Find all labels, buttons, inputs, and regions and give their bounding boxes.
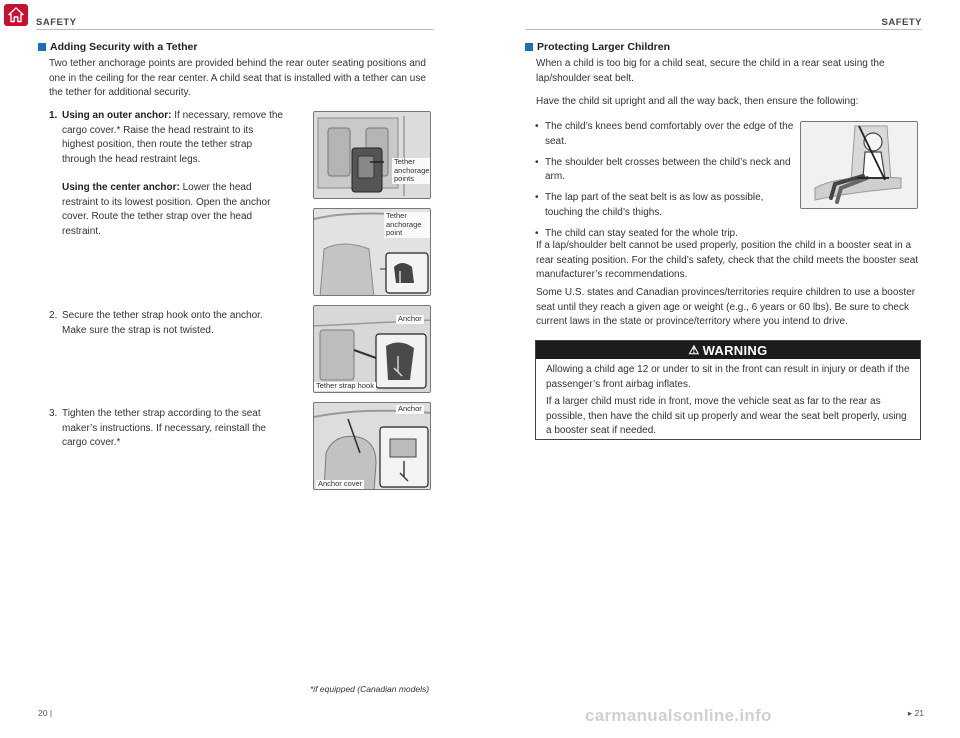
fig4-anchor-label: Anchor <box>398 404 422 413</box>
list-item: • The child’s knees bend comfortably over the edge of the seat. <box>535 120 795 149</box>
step1-center-anchor: Using the center anchor: Lower the head restraint to its lowest position. Open the anchor cover. Route the tether strap over the head restraint. <box>62 182 271 237</box>
fig1-label: Tether anchorage points <box>392 158 431 184</box>
tether-section-title: Adding Security with a Tether <box>38 41 197 53</box>
left-header-rule <box>36 29 434 30</box>
warning-triangle-icon: ⚠ <box>688 343 700 357</box>
center-anchor-figure <box>313 208 431 296</box>
larger-children-intro: When a child is too big for a child seat, secure the child in a rear seat using the lap/shoulder seat belt. <box>536 58 885 84</box>
footnote: *if equipped (Canadian models) <box>310 684 430 694</box>
larger-children-section-title: Protecting Larger Children <box>525 41 670 53</box>
home-icon <box>8 7 24 23</box>
list-item: • The shoulder belt crosses between the child’s neck and arm. <box>535 156 795 185</box>
left-page-number: 20 | <box>38 708 53 718</box>
tether-hook-figure <box>313 305 431 393</box>
tether-intro: Two tether anchorage points are provided behind the rear outer seating positions and one in the ceiling for the rear center. A child seat that is installed with a tether can use the tether for additional security. <box>49 58 426 99</box>
step2-number: 2. <box>49 310 58 321</box>
step2-text: Secure the tether strap hook onto the anchor. Make sure the strap is not twisted. <box>62 310 263 336</box>
section-marker-icon <box>525 43 533 51</box>
warning-text-larger-child: If a larger child must ride in front, move the vehicle seat as far to the rear as possible, then have the child sit up properly and wear the seat belt properly, using a booster seat if needed. <box>546 396 907 437</box>
right-header-rule <box>525 29 922 30</box>
section-marker-icon <box>38 43 46 51</box>
larger-children-instruction: Have the child sit upright and all the way back, then ensure the following: <box>536 96 859 107</box>
step1-outer-anchor: Using an outer anchor: If necessary, remove the cargo cover.* Raise the head restraint to its highest position, then route the tether strap through the head restraint legs. <box>62 110 283 165</box>
watermark: carmanualsonline.info <box>585 706 772 725</box>
step1-number: 1. <box>49 110 58 121</box>
child-check-list <box>535 120 795 248</box>
fig3-anchor-label: Anchor <box>398 314 422 323</box>
warning-header: ⚠ WARNING <box>536 341 920 359</box>
warning-box <box>535 340 921 440</box>
fig4-cover-label: Anchor cover <box>318 479 363 488</box>
warning-text-front-seat: Allowing a child age 12 or under to sit in the front can result in injury or death if the passenger’s front airbag inflates. <box>546 364 910 390</box>
step3-text: Tighten the tether strap according to the seat maker’s instructions. If necessary, reinstall the cargo cover.* <box>62 408 266 449</box>
home-button[interactable] <box>4 4 28 26</box>
right-page-marker-icon: ▸ <box>907 708 913 718</box>
rear-seat-illustration <box>314 112 431 199</box>
anchor-cover-figure <box>313 402 431 490</box>
warning-body <box>536 359 920 439</box>
anchor-cover-illustration <box>314 403 431 490</box>
outer-anchor-figure <box>313 111 431 199</box>
child-seated-illustration <box>801 122 918 209</box>
right-page-header: SAFETY <box>881 17 922 28</box>
right-page-number: ▸ 21 <box>907 708 924 718</box>
left-page-header: SAFETY <box>36 17 77 28</box>
fig2-label: Tether anchorage point <box>384 212 430 238</box>
booster-laws-paragraph: Some U.S. states and Canadian provinces/territories require children to use a booster seat until they reach a given age or weight (e.g., 6 years or 60 lbs). Be sure to check current laws in the state or province/territory where you intend to drive. <box>536 287 916 328</box>
list-item: • The lap part of the seat belt is as low as possible, touching the child’s thighs. <box>535 191 795 220</box>
booster-seat-paragraph: If a lap/shoulder belt cannot be used properly, position the child in a booster seat in a rear seating position. For the child’s safety, check that the child meets the booster seat manufacturer’s recommendations. <box>536 240 919 281</box>
child-seatbelt-figure <box>800 121 918 209</box>
fig3-hook-label: Tether strap hook <box>316 381 374 390</box>
list-item: • The child can stay seated for the whole trip. <box>535 227 795 242</box>
step3-number: 3. <box>49 408 58 419</box>
